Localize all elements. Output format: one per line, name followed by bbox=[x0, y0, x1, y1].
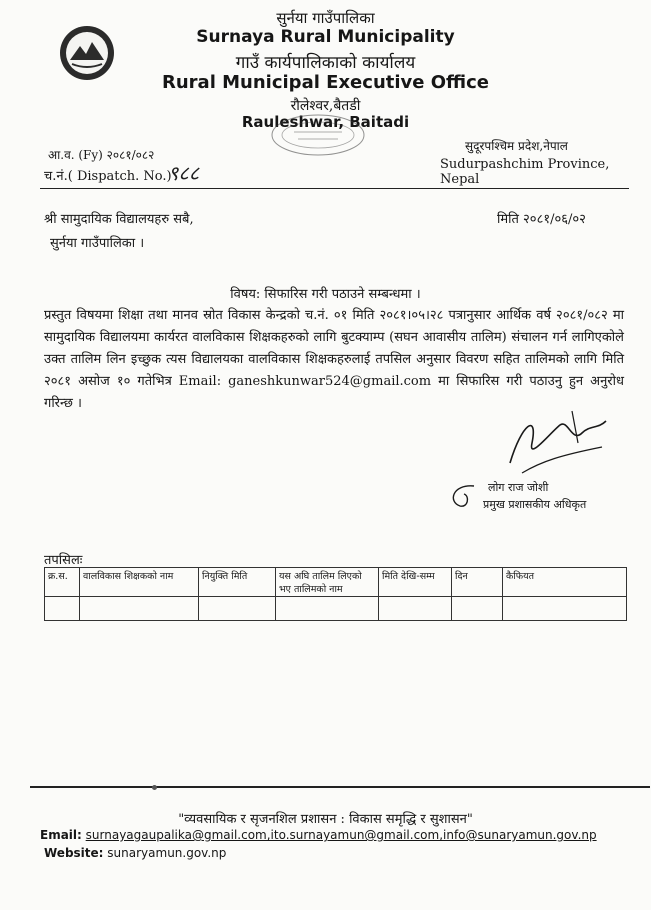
footer-divider bbox=[30, 786, 650, 788]
table-cell bbox=[379, 597, 452, 621]
website-label: Website: bbox=[44, 846, 104, 860]
table-label: तपसिलः bbox=[44, 553, 83, 568]
col-remarks: कैफियत bbox=[503, 568, 627, 597]
table-row bbox=[45, 597, 627, 621]
col-previous-training: यस अघि तालिम लिएको भए तालिमको नाम bbox=[276, 568, 379, 597]
initial-scrawl-icon bbox=[444, 480, 484, 514]
office-name-en: Rural Municipal Executive Office bbox=[162, 72, 489, 93]
col-serial: क्र.स. bbox=[45, 568, 80, 597]
details-table bbox=[44, 567, 627, 621]
col-date-range: मिति देखि-सम्म bbox=[379, 568, 452, 597]
header-divider bbox=[40, 188, 629, 189]
municipality-name-np: सुर्नया गाउँपालिका bbox=[276, 9, 375, 27]
recipient-line-1: श्री सामुदायिक विद्यालयहरु सबै, bbox=[44, 212, 194, 227]
footer-website bbox=[44, 846, 226, 860]
table-header-row bbox=[45, 568, 627, 597]
location-np: रौलेश्वर,बैतडी bbox=[290, 98, 361, 114]
table-cell bbox=[199, 597, 276, 621]
letter-body: प्रस्तुत विषयमा शिक्षा तथा मानव स्रोत विकास केन्द्रको च.नं. ०१ मिति २०८१।०५।२८ पत्रानुसार आर्थिक वर्ष २०८१/०८२ मा सामुदायिक विद्यालयमा कार्यरत वालविकास शिक्षकहरुको लागि बुटक्याम्प (सघन आवासीय तालिम) संचालन गर्न लागिएकोले उक्त तालिम लिन इच्छुक त्यस विद्यालयका वालविकास शिक्षकहरुलाई तपसिल अनुसार विवरण सहित तालिमको लागि मिति २०८१ असोज १० गतेभित्र Email: ganeshkunwar524@gmail.com मा सिफारिस गरी पठाउनु हुन अनुरोध गरिन्छ । bbox=[44, 308, 624, 411]
footer-email bbox=[40, 828, 597, 842]
fiscal-year: आ.व. (Fy) २०८१/०८२ bbox=[48, 148, 155, 162]
table-cell bbox=[276, 597, 379, 621]
location-en: Rauleshwar, Baitadi bbox=[241, 113, 410, 131]
letter-date: मिति २०८१/०६/०२ bbox=[497, 212, 586, 227]
dispatch-label: च.नं.( Dispatch. No.) bbox=[44, 169, 172, 184]
email-addresses[interactable]: surnayagaupalika@gmail.com,ito.surnayamun@gmail.com,info@sunaryamun.gov.np bbox=[85, 828, 597, 842]
recipient-line-2: सुर्नया गाउँपालिका । bbox=[50, 236, 145, 251]
signatory-title: प्रमुख प्रशासकीय अधिकृत bbox=[483, 498, 587, 511]
province-en: Sudurpashchim Province, Nepal bbox=[440, 157, 610, 187]
office-name-np: गाउँ कार्यपालिकाको कार्यालय bbox=[235, 53, 416, 73]
table-cell bbox=[80, 597, 199, 621]
email-label: Email: bbox=[40, 828, 82, 842]
municipality-name-en: Surnaya Rural Municipality bbox=[196, 27, 455, 47]
col-appointment-date: नियुक्ति मिति bbox=[199, 568, 276, 597]
table-cell bbox=[45, 597, 80, 621]
website-link[interactable]: sunaryamun.gov.np bbox=[107, 846, 227, 860]
letter-subject: विषय: सिफारिस गरी पठाउने सम्बन्धमा । bbox=[230, 287, 421, 302]
col-teacher-name: वालविकास शिक्षकको नाम bbox=[80, 568, 199, 597]
table-cell bbox=[503, 597, 627, 621]
signatory-name: लोग राज जोशी bbox=[488, 481, 549, 494]
province-np: सुदूरपश्चिम प्रदेश,नेपाल bbox=[465, 139, 568, 153]
dispatch-number: ९८८ bbox=[168, 161, 200, 185]
office-stamp-icon bbox=[268, 112, 368, 158]
table-cell bbox=[452, 597, 503, 621]
signature-icon bbox=[502, 403, 612, 481]
footer-motto: "व्यवसायिक र सृजनशिल प्रशासन : विकास समृद्धि र सुशासन" bbox=[178, 812, 473, 827]
col-days: दिन bbox=[452, 568, 503, 597]
